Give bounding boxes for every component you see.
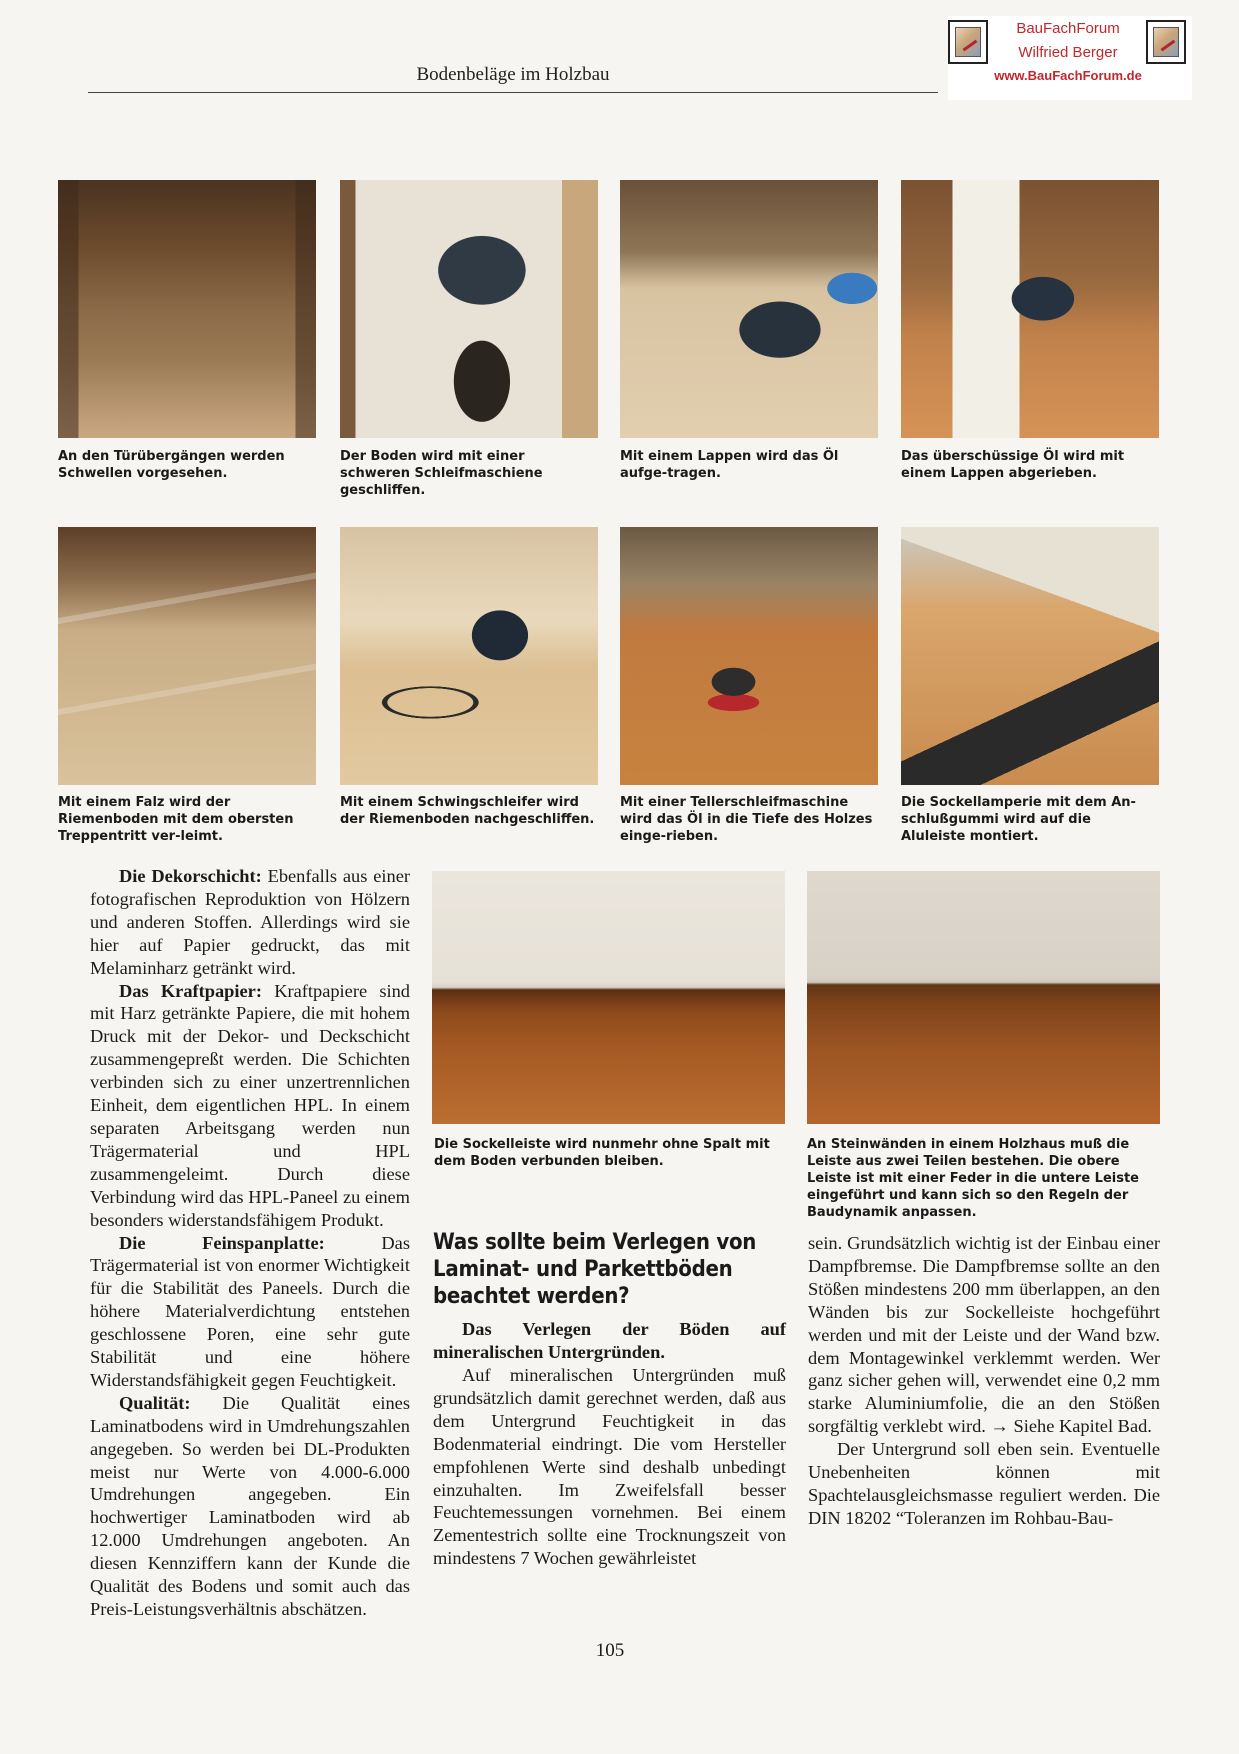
header-rule bbox=[88, 92, 938, 93]
body-column-middle bbox=[433, 1364, 786, 1570]
figure-caption-4: Das überschüssige Öl wird mit einem Lappen abgerieben. bbox=[901, 449, 1125, 481]
paragraph-text: Das Trägermaterial ist von enormer Wichtigkeit für die Stabilität des Paneels. Durch die höhere Materialverdichtung entstehen geschlossene Poren, eine sehr gute Stabilität und eine höhere Widerstandsfähigkeit gegen Feuchtigkeit. bbox=[90, 1232, 410, 1390]
section-subheading: Das Verlegen der Böden auf mineralischen Untergründen. bbox=[433, 1319, 786, 1362]
paragraph-qualitaet bbox=[90, 1392, 410, 1621]
stamp-logo-icon-left bbox=[948, 20, 988, 64]
paragraph-text: Kraftpapiere sind mit Harz getränkte Papiere, die mit hohem Druck mit der Dekor- und Deckschicht zusammengepreßt werden. Die Schichten verbinden sich zu einer unzertrennlichen Einheit, dem eigentlichen HPL. In einem separaten Arbeitsgang werden nun Trägermaterial und HPL zusammengeleimt. Durch diese Verbindung wird das HPL-Paneel zu einem besonders widerstandsfähigem Produkt. bbox=[90, 980, 410, 1230]
figure-caption-1: An den Türübergängen werden Schwellen vorgesehen. bbox=[58, 449, 285, 481]
photo-disc-sander bbox=[620, 527, 878, 785]
section-heading: Was sollte beim Verlegen von Laminat- und Parkettböden beachtet werden? bbox=[433, 1230, 757, 1309]
figure-caption-2: Der Boden wird mit einer schweren Schleifmaschiene geschliffen. bbox=[340, 449, 543, 498]
paragraph-feinspanplatte bbox=[90, 1232, 410, 1392]
paragraph-text: Ebenfalls aus einer fotografischen Reproduktion von Hölzern und anderen Stoffen. Allerdings wird sie hier auf Papier gedruckt, das mit Melaminharz getränkt wird. bbox=[90, 866, 410, 978]
photo-orbital-sander bbox=[340, 527, 598, 785]
paragraph-text: Die Qualität eines Laminatbodens wird in Umdrehungszahlen angegeben. So werden bei DL-Produkten meist nur Werte von 4.000-6.000 Umdrehungen angegeben. Ein hochwertiger Laminatboden wird ab 12.000 Umdrehungen angeboten. An diesen Kennziffern kann der Kunde die Qualität des Bodens und somit auch das Preis-Leistungsverhältnis abschätzen. bbox=[90, 1392, 410, 1619]
figure-caption-7: Mit einer Tellerschleifmaschine wird das Öl in die Tiefe des Holzes einge-rieben. bbox=[620, 795, 873, 844]
body-column-right bbox=[808, 1232, 1160, 1530]
figure-caption-10: An Steinwänden in einem Holzhaus muß die Leiste aus zwei Teilen bestehen. Die obere Leiste ist mit einer Feder in die untere Leiste eingeführt und kann sich so den Regeln der Baudynamik anpassen. bbox=[807, 1137, 1140, 1220]
photo-threshold-stairs bbox=[58, 180, 316, 438]
paragraph-lead: Die Dekorschicht: bbox=[119, 866, 262, 886]
paragraph-kraftpapier bbox=[90, 980, 410, 1232]
paragraph-lead: Die Feinspanplatte: bbox=[119, 1232, 325, 1253]
paragraph-vapor-barrier: sein. Grundsätzlich wichtig ist der Einbau einer Dampfbremse. Die Dampfbremse sollte an den Stößen mindestens 200 mm überlappen, an den Wänden bis zur Sockelleiste hochgeführt werden und mit der Leiste und der Wand bzw. dem Montagewinkel verklemmt werden. Wer ganz sicher gehen will, verwendet eine 0,2 mm starke Aluminiumfolie, die an den Stößen sorgfältig verklebt wird. → Siehe Kapitel Bad. bbox=[808, 1233, 1160, 1437]
photo-applying-oil bbox=[620, 180, 878, 438]
figure-caption-6: Mit einem Schwingschleifer wird der Riemenboden nachgeschliffen. bbox=[340, 795, 595, 827]
page-number: 105 bbox=[595, 1640, 625, 1661]
publisher-stamp bbox=[948, 16, 1192, 100]
stamp-url: www.BauFachForum.de bbox=[994, 68, 1142, 83]
body-column-left bbox=[90, 865, 410, 1621]
stamp-author: Wilfried Berger bbox=[1018, 44, 1118, 61]
paragraph-lead: Das Kraftpapier: bbox=[119, 980, 262, 1001]
stamp-brand: BauFachForum bbox=[1016, 20, 1120, 37]
photo-wiping-excess-oil bbox=[901, 180, 1159, 438]
figure-caption-3: Mit einem Lappen wird das Öl aufge-tragen. bbox=[620, 449, 839, 481]
paragraph-substrate-even: Der Untergrund soll eben sein. Eventuelle Unebenheiten können mit Spachtelausgleichsmasse reguliert werden. Die DIN 18202 “Toleranzen im Rohbau-Bau- bbox=[808, 1439, 1160, 1528]
figure-caption-8: Die Sockellamperie mit dem An-schlußgummi wird auf die Aluleiste montiert. bbox=[901, 795, 1136, 844]
photo-two-part-skirting bbox=[807, 871, 1160, 1124]
running-title: Bodenbeläge im Holzbau bbox=[416, 64, 610, 85]
figure-caption-9: Die Sockelleiste wird nunmehr ohne Spalt mit dem Boden verbunden bleiben. bbox=[434, 1137, 770, 1169]
paragraph-dekorschicht bbox=[90, 865, 410, 980]
photo-floorboards-stair-tread bbox=[58, 527, 316, 785]
photo-skirting-board-floor bbox=[432, 871, 785, 1124]
stamp-logo-icon-right bbox=[1146, 20, 1186, 64]
figure-caption-5: Mit einem Falz wird der Riemenboden mit dem obersten Treppentritt ver-leimt. bbox=[58, 795, 294, 844]
photo-floor-sanding-machine bbox=[340, 180, 598, 438]
photo-skirting-drill bbox=[901, 527, 1159, 785]
paragraph-lead: Qualität: bbox=[119, 1392, 191, 1413]
paragraph-mineral-substrates: Auf mineralischen Untergründen muß grundsätzlich damit gerechnet werden, daß aus dem Untergrund Feuchtigkeit in das Bodenmaterial eindringt. Die vom Hersteller empfohlenen Werte sind deshalb unbedingt einzuhalten. Im Zweifelsfall besser Feuchtemessungen vornehmen. Bei einem Zementestrich sollte eine Trocknungszeit von mindestens 7 Wochen gewährleistet bbox=[433, 1365, 786, 1569]
